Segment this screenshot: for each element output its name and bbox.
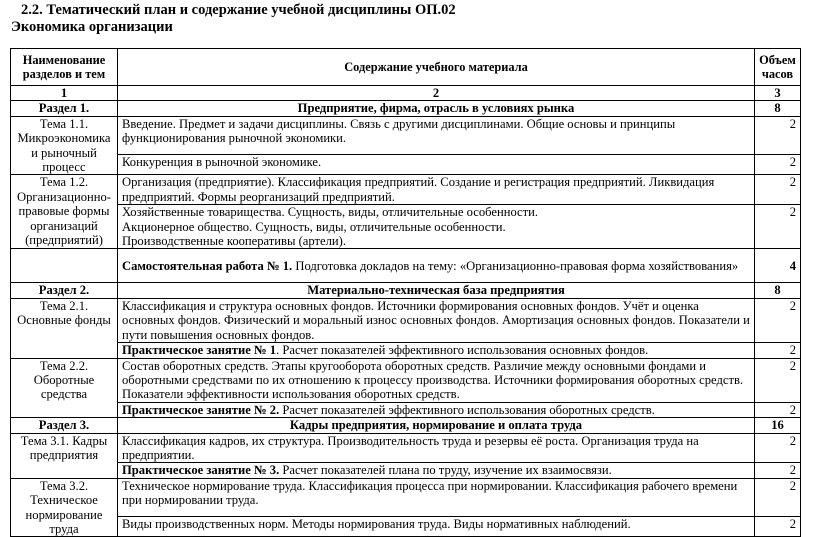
practical-content bbox=[118, 402, 755, 417]
table-row bbox=[11, 175, 801, 205]
topic-content: Классификация кадров, их структура. Производительность труда и резервы её роста. Организация труда на предприятии. bbox=[118, 433, 755, 463]
section-hours: 16 bbox=[755, 418, 801, 433]
topic-hours: 2 bbox=[755, 155, 801, 175]
section-title: Материально-техническая база предприятия bbox=[118, 283, 755, 298]
column-number: 1 bbox=[11, 86, 118, 101]
column-number: 2 bbox=[118, 86, 755, 101]
topic-hours: 2 bbox=[755, 517, 801, 537]
table-row bbox=[11, 298, 801, 342]
topic-content: Виды производственных норм. Методы нормирования труда. Виды нормативных наблюдений. bbox=[118, 517, 755, 537]
section-row bbox=[11, 418, 801, 433]
heading-subtitle: Экономика организации bbox=[11, 19, 173, 35]
header-content: Содержание учебного материала bbox=[118, 49, 755, 86]
topic-hours: 2 bbox=[755, 175, 801, 205]
topic-hours: 2 bbox=[755, 205, 801, 249]
topic-content: Введение. Предмет и задачи дисциплины. Связь с другими дисциплинами. Общие основы и принципы функционирования рыночной экономики. bbox=[118, 116, 755, 155]
column-number: 3 bbox=[755, 86, 801, 101]
topic-hours: 2 bbox=[755, 358, 801, 402]
topic-content: Организация (предприятие). Классификация предприятий. Создание и регистрация предприятий. Ликвидация предприятий. Формы реорганизаций предприятий. bbox=[118, 175, 755, 205]
topic-content: Техническое нормирование труда. Классификация процесса при нормировании. Классификация рабочего времени при нормировании труда. bbox=[118, 478, 755, 517]
topic-content bbox=[118, 205, 755, 249]
practical-hours: 2 bbox=[755, 343, 801, 358]
table-row bbox=[11, 402, 801, 417]
self-study-hours: 4 bbox=[755, 249, 801, 283]
section-title: Предприятие, фирма, отрасль в условиях рынка bbox=[118, 101, 755, 116]
content-line: Производственные кооперативы (артели). bbox=[122, 234, 346, 249]
topic-hours: 2 bbox=[755, 298, 801, 342]
table-row bbox=[11, 205, 801, 249]
table-row bbox=[11, 433, 801, 463]
column-number-row bbox=[11, 86, 801, 101]
table-header-row bbox=[11, 49, 801, 86]
practical-text: Расчет показателей плана по труду, изучение их взаимосвязи. bbox=[279, 463, 612, 478]
practical-text: . Расчет показателей эффективного использования основных фондов. bbox=[276, 343, 649, 358]
header-sections: Наименование разделов и тем bbox=[11, 49, 118, 86]
topic-name: Тема 1.1. Микроэкономика и рыночный процесс bbox=[11, 116, 118, 175]
document-heading bbox=[11, 2, 456, 36]
practical-hours: 2 bbox=[755, 463, 801, 478]
table-row bbox=[11, 358, 801, 402]
practical-text: Расчет показателей эффективного использования оборотных средств. bbox=[279, 402, 655, 417]
empty-cell bbox=[11, 249, 118, 283]
section-hours: 8 bbox=[755, 101, 801, 116]
section-hours: 8 bbox=[755, 283, 801, 298]
topic-name: Тема 2.1. Основные фонды bbox=[11, 298, 118, 358]
topic-hours: 2 bbox=[755, 433, 801, 463]
section-row bbox=[11, 101, 801, 116]
section-name: Раздел 1. bbox=[11, 101, 118, 116]
practical-label: Практическое занятие № 3. bbox=[122, 463, 280, 478]
topic-hours: 2 bbox=[755, 478, 801, 517]
topic-content: Состав оборотных средств. Этапы кругооборота оборотных средств. Различие между основными фондами и оборотными средствами по их отношению к процессу производства. Источники формирования оборотных средств. Показатели эффективности использования оборотных средств. bbox=[118, 358, 755, 402]
self-study-text: Подготовка докладов на тему: «Организационно-правовая форма хозяйствования» bbox=[292, 258, 739, 273]
topic-name: Тема 2.2. Оборотные средства bbox=[11, 358, 118, 418]
practical-label: Практическое занятие № 1 bbox=[122, 343, 277, 358]
content-line: Акционерное общество. Сущность, виды, отличительные особенности. bbox=[122, 219, 506, 234]
table-row bbox=[11, 478, 801, 517]
practical-content bbox=[118, 463, 755, 478]
thematic-plan-table bbox=[10, 48, 801, 537]
table-row bbox=[11, 343, 801, 358]
section-row bbox=[11, 283, 801, 298]
section-title: Кадры предприятия, нормирование и оплата труда bbox=[118, 418, 755, 433]
practical-label: Практическое занятие № 2. bbox=[122, 402, 280, 417]
table-row bbox=[11, 155, 801, 175]
content-line: Хозяйственные товарищества. Сущность, виды, отличительные особенности. bbox=[122, 205, 539, 220]
self-study-label: Самостоятельная работа № 1. bbox=[122, 258, 293, 273]
header-hours: Объем часов bbox=[755, 49, 801, 86]
table-row bbox=[11, 249, 801, 283]
topic-name: Тема 3.2. Техническое нормирование труда bbox=[11, 478, 118, 537]
topic-name: Тема 1.2. Организационно-правовые формы организаций (предприятий) bbox=[11, 175, 118, 249]
section-name: Раздел 2. bbox=[11, 283, 118, 298]
topic-content: Конкуренция в рыночной экономике. bbox=[118, 155, 755, 175]
self-study-content bbox=[118, 249, 755, 283]
table-row bbox=[11, 463, 801, 478]
topic-content: Классификация и структура основных фондов. Источники формирования основных фондов. Учёт и оценка основных фондов. Физический и моральный износ основных фондов. Амортизация основных фондов. Показатели и пути повышения основных фондов. bbox=[118, 298, 755, 342]
table-row bbox=[11, 116, 801, 155]
topic-hours: 2 bbox=[755, 116, 801, 155]
practical-hours: 2 bbox=[755, 402, 801, 417]
practical-content bbox=[118, 343, 755, 358]
topic-name: Тема 3.1. Кадры предприятия bbox=[11, 433, 118, 478]
section-name: Раздел 3. bbox=[11, 418, 118, 433]
heading-title: 2.2. Тематический план и содержание учебной дисциплины ОП.02 bbox=[21, 2, 456, 18]
